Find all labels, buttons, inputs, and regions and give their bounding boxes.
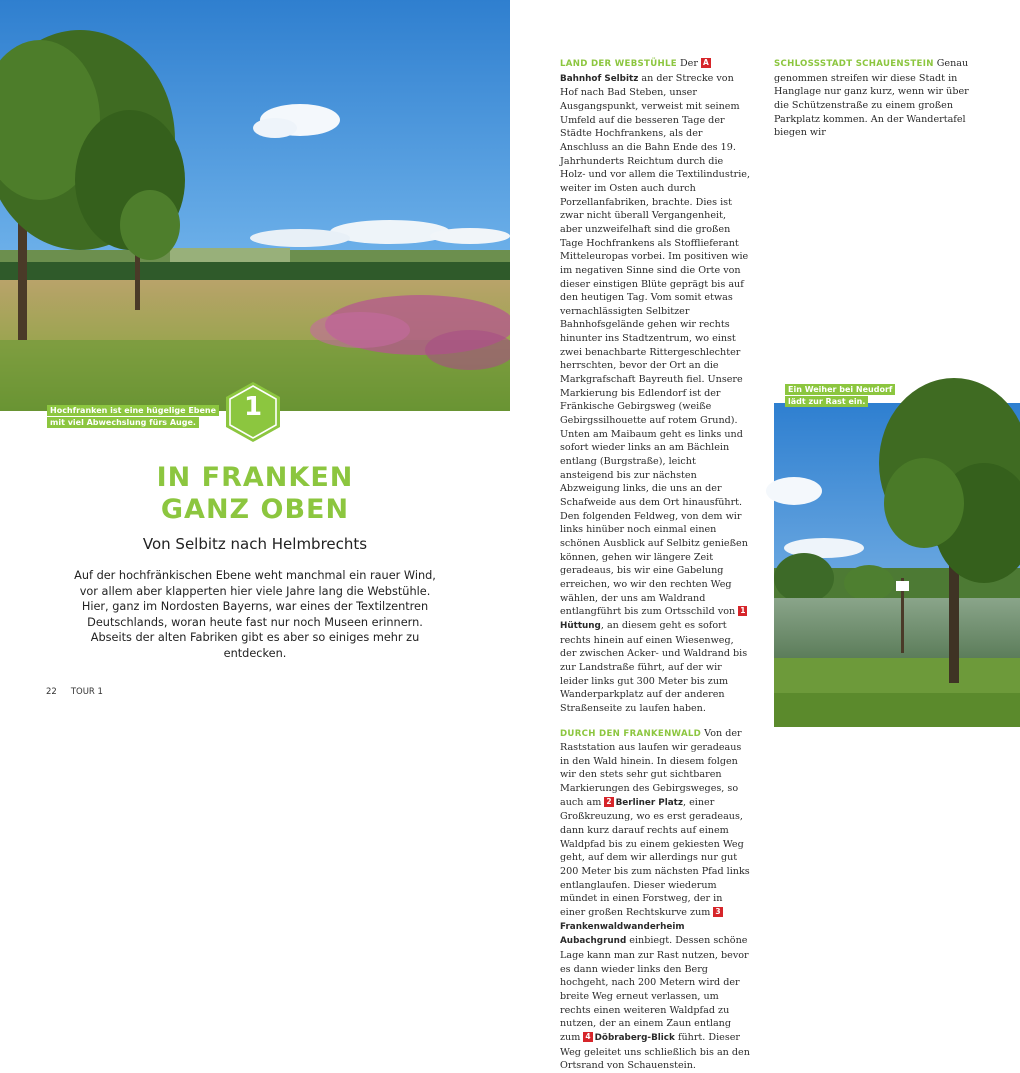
intro-text: Auf der hochfränkischen Ebene weht manchmal ein rauer Wind, vor allem aber klapperten hier viele Jahre lang die Webstühle. Hier, ganz im Nordosten Bayerns, war eines der Textilzentren Deutschlands, woran heute fast nur noch Museen erinnern. Abseits der alten Fabriken gibt es aber so einiges mehr zu entdecken. — [74, 569, 436, 660]
body-text: , einer Großkreuzung, wo es erst geradeaus, dann kurz darauf rechts auf einem Waldpfad bis zu einem gekiesten Weg geht, auf dem wir allerdings nur gut 200 Meter bis zum nächsten Pfad links entlanglaufen. Dieser wiederum mündet in einen Forstweg, der in einer großen Rechtskurve zum — [560, 796, 750, 919]
pond-photo — [774, 403, 1020, 727]
paragraph-durch-den-frankenwald — [560, 727, 750, 1073]
tour-title-line-2: GANZ OBEN — [160, 494, 350, 525]
body-text: Von der Raststation aus laufen wir geradeaus in den Wald hinein. In diesem folgen wir den stets sehr gut sichtbaren Markierungen des Gebirgsweges, so auch am — [560, 727, 742, 808]
tour-subtitle: Von Selbitz nach Helmbrechts — [142, 535, 368, 553]
tour-title — [60, 462, 450, 526]
body-text: führt. Dieser Weg geleitet uns schließlich bis an den Ortsrand von Schauenstein. — [560, 1031, 750, 1072]
body-text: Genau genommen streifen wir diese Stadt in Hanglage nur ganz kurz, wenn wir über die Schützenstraße zu einem großen Parkplatz kommen. An der Wandertafel biegen wir — [774, 58, 969, 139]
running-head: TOUR 1 — [70, 687, 103, 697]
tour-title-line-1: IN FRANKEN — [156, 462, 354, 493]
page-number: 22 — [46, 687, 57, 697]
right-page — [510, 0, 1020, 1072]
photo-caption-line-2: mit viel Abwechslung fürs Auge. — [47, 417, 199, 428]
waypoint-name: Berliner Platz — [615, 797, 683, 808]
waypoint-marker: 3 — [715, 907, 721, 917]
text-column-1 — [560, 57, 750, 1073]
body-text: einbiegt. Dessen schöne Lage kann man zur Rast nutzen, bevor es dann wieder links den Berg hochgeht, nach 200 Metern wird der breite Weg erneut verlassen, um rechts einen weiteren Waldpfad zu nutzen, der an einem Zaun entlang zum — [560, 935, 749, 1043]
section-heading: DURCH DEN FRANKENWALD — [560, 728, 702, 739]
paragraph-schlossstadt — [774, 57, 984, 140]
body-text: , an diesem geht es sofort rechts hinein auf einen Wiesenweg, der zwischen Acker- und Waldrand bis zur Landstraße führt, auf der wir leider links gut 300 Meter bis zum Wanderparkplatz auf der anderen Straßenseite zu laufen haben. — [560, 619, 748, 714]
section-heading: LAND DER WEBSTÜHLE — [560, 59, 677, 69]
paragraph-land-der-webstuehle — [560, 57, 750, 716]
page-footer — [46, 687, 117, 697]
body-text: an der Strecke von Hof nach Bad Steben, unser Ausgangspunkt, verweist mit seinem Umfeld auf die besseren Tage der Städte Hochfrankens, als der Anschluss an die Bahn Ende des 19. Jahrhunderts Reichtum durch die Holz- und vor allem die Textilindustrie, weiter im Osten auch durch Porzellanfabriken, brachte. Dies ist zwar nicht überall Vergangenheit, aber unzweifelhaft sind die großen Tage Hochfrankens als Stofflieferant Mitteleuropas vorbei. Im positiven wie im negativen Sinne sind die Orte von dieser einstigen Blüte geprägt bis auf den heutigen Tag. Vom somit etwas vernachlässigten Selbitzer Bahnhofsgelände gehen wir rechts hinunter ins Stadtzentrum, wo einst zwei benachbarte Rittergeschlechter herrschten, bevor der Ort an die Markgrafschaft Bayreuth fiel. Unsere Markierung bis Edlendorf ist der Fränkische Gebirgsweg (weiße Gebirgssilhouette auf rotem Grund). Unten am Maibaum geht es links und sofort wieder links an am Bächlein entlang (Burgstraße), leicht ansteigend bis zur nächsten Abzweigung links, die uns an der Schafweide aus dem Ort hinausführt. Den folgenden Feldweg, von dem wir links hinüber noch einmal einen schönen Ausblick auf Selbitz genießen können, gehen wir längere Zeit geradeaus, bis wir eine Gabelung erreichen, wo wir den rechten Weg wählen, der uns am Waldrand entlangführt bis zum Ortsschild von — [560, 72, 751, 618]
waypoint-name: Döbraberg-Blick — [594, 1032, 675, 1043]
left-page — [0, 0, 510, 727]
waypoint-marker: 4 — [585, 1031, 591, 1041]
waypoint-marker: 1 — [740, 606, 746, 616]
text-column-2 — [774, 57, 984, 140]
landscape-photo — [0, 0, 510, 411]
waypoint-name: Frankenwaldwanderheim Aubachgrund — [560, 921, 685, 947]
pond-caption-line-1: Ein Weiher bei Neudorf — [785, 384, 895, 395]
photo-caption-line-1: Hochfranken ist eine hügelige Ebene — [47, 405, 219, 416]
waypoint-marker: 2 — [606, 796, 612, 806]
waypoint-name: Hüttung — [560, 620, 601, 631]
waypoint-name: Bahnhof Selbitz — [560, 73, 639, 84]
body-text: Der — [676, 58, 701, 69]
tour-number: 1 — [243, 392, 263, 422]
section-heading: SCHLOSSSTADT SCHAUENSTEIN — [774, 59, 934, 69]
waypoint-marker: A — [703, 58, 709, 67]
pond-caption-line-2: lädt zur Rast ein. — [785, 396, 868, 407]
